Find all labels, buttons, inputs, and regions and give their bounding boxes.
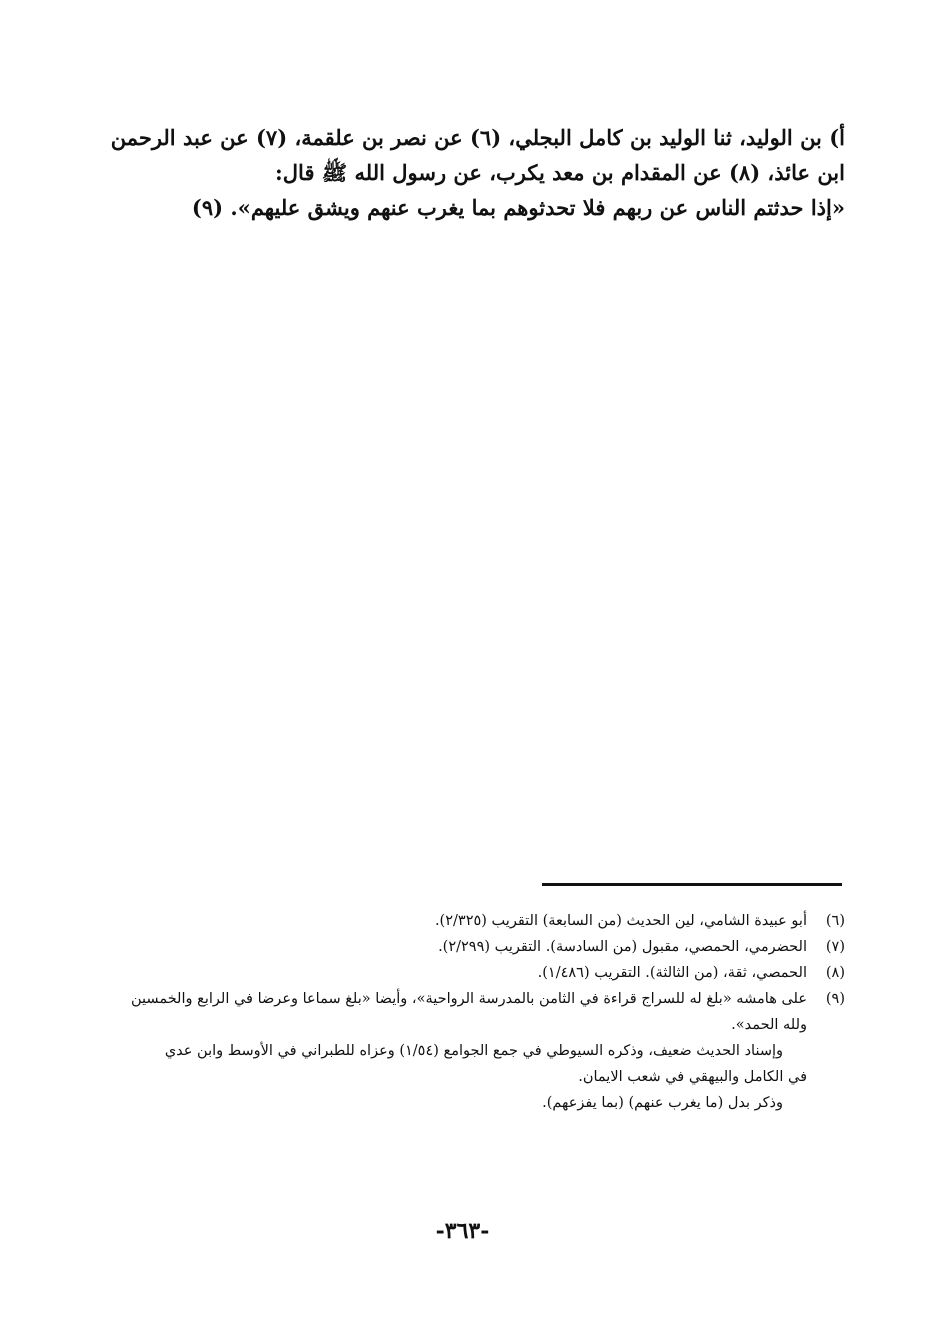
footnote-number: (٩) xyxy=(825,991,845,1007)
footnote-9-continuation xyxy=(135,1038,845,1116)
footnote-line: الحضرمي، الحمصي، مقبول (من السادسة). التقريب (٢/٢٩٩). xyxy=(438,939,807,955)
footnote-line: ولله الحمد». xyxy=(731,1017,807,1033)
main-text-line: أ) بن الوليد، ثنا الوليد بن كامل البجلي، (٦) عن نصر بن علقمة، (٧) عن عبد الرحمن xyxy=(110,125,845,150)
footnote-line: أبو عبيدة الشامي، لين الحديث (من السابعة) التقريب (٢/٣٢٥). xyxy=(434,913,807,929)
footnote-7 xyxy=(135,934,845,960)
main-text-line: «إذا حدثتم الناس عن ربهم فلا تحدثوهم بما يغرب عنهم ويشق عليهم». (٩) xyxy=(191,195,845,220)
footnote-line: وذكر بدل (ما يغرب عنهم) (بما يفزعهم). xyxy=(542,1095,783,1111)
footnote-text xyxy=(135,908,807,934)
footnote-divider xyxy=(542,883,842,886)
footnotes-block xyxy=(130,908,845,1116)
footnote-number: (٧) xyxy=(825,939,845,955)
footnote-number: (٨) xyxy=(825,965,845,981)
footnote-6 xyxy=(135,908,845,934)
page-number: -٣٦٣- xyxy=(435,1218,490,1244)
footnote-line: على هامشه «بلغ له للسراج قراءة في الثامن بالمدرسة الرواحية»، وأيضا «بلغ سماعا وعرضا في الرابع والخمسين xyxy=(130,991,807,1007)
footnote-line: في الكامل والبيهقي في شعب الايمان. xyxy=(578,1069,807,1085)
footnote-line: وإسناد الحديث ضعيف، وذكره السيوطي في جمع الجوامع (١/٥٤) وعزاه للطبراني في الأوسط وابن عدي xyxy=(164,1043,783,1059)
footnote-number: (٦) xyxy=(825,913,845,929)
footnote-9 xyxy=(130,986,845,1038)
main-text-block xyxy=(110,120,845,225)
footnote-text xyxy=(135,960,807,986)
main-text-line: ابن عائذ، (٨) عن المقدام بن معد يكرب، عن رسول الله ﷺ قال: xyxy=(275,160,845,185)
footnote-line: الحمصي، ثقة، (من الثالثة). التقريب (١/٤٨٦). xyxy=(537,965,807,981)
footnote-8 xyxy=(135,960,845,986)
footnote-text xyxy=(135,934,807,960)
footnote-text xyxy=(131,986,807,1038)
